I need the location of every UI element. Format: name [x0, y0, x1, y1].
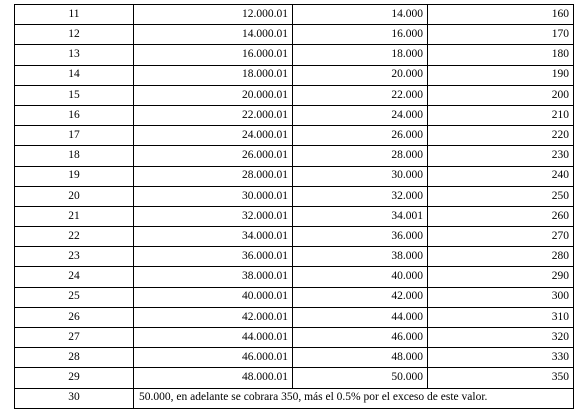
row-number: 29 [15, 368, 134, 388]
row-number: 22 [15, 227, 134, 247]
fee-value: 300 [428, 287, 574, 307]
range-to: 34.001 [293, 206, 428, 226]
range-from: 16.000.01 [134, 45, 293, 65]
range-from: 38.000.01 [134, 267, 293, 287]
range-from: 44.000.01 [134, 328, 293, 348]
range-from: 26.000.01 [134, 146, 293, 166]
range-to: 38.000 [293, 247, 428, 267]
fee-value: 180 [428, 45, 574, 65]
range-from: 46.000.01 [134, 348, 293, 368]
fee-value: 280 [428, 247, 574, 267]
table-row [15, 25, 574, 45]
range-from: 30.000.01 [134, 186, 293, 206]
row-number: 13 [15, 45, 134, 65]
row-number: 28 [15, 348, 134, 368]
range-from: 42.000.01 [134, 307, 293, 327]
row-number: 26 [15, 307, 134, 327]
row-number: 30 [15, 388, 134, 408]
row-number: 16 [15, 105, 134, 125]
range-from: 20.000.01 [134, 85, 293, 105]
table-row [15, 287, 574, 307]
fee-value: 270 [428, 227, 574, 247]
table-row [15, 166, 574, 186]
range-to: 46.000 [293, 328, 428, 348]
table-row [15, 206, 574, 226]
fee-value: 240 [428, 166, 574, 186]
range-to: 18.000 [293, 45, 428, 65]
fee-value: 160 [428, 5, 574, 25]
table-row [15, 5, 574, 25]
table-row [15, 368, 574, 388]
fee-value: 320 [428, 328, 574, 348]
table-row [15, 348, 574, 368]
row-number: 15 [15, 85, 134, 105]
range-from: 22.000.01 [134, 105, 293, 125]
range-to: 22.000 [293, 85, 428, 105]
range-to: 24.000 [293, 105, 428, 125]
range-from: 18.000.01 [134, 65, 293, 85]
table-row [15, 267, 574, 287]
table-row [15, 328, 574, 348]
excess-rule-note: 50.000, en adelante se cobrara 350, más el 0.5% por el exceso de este valor. [134, 388, 574, 408]
table-row [15, 65, 574, 85]
table-row [15, 126, 574, 146]
row-number: 24 [15, 267, 134, 287]
range-from: 14.000.01 [134, 25, 293, 45]
range-to: 40.000 [293, 267, 428, 287]
fee-value: 330 [428, 348, 574, 368]
range-to: 50.000 [293, 368, 428, 388]
row-number: 21 [15, 206, 134, 226]
table-row [15, 85, 574, 105]
row-number: 11 [15, 5, 134, 25]
row-number: 27 [15, 328, 134, 348]
fee-value: 170 [428, 25, 574, 45]
range-from: 24.000.01 [134, 126, 293, 146]
range-to: 44.000 [293, 307, 428, 327]
fee-value: 250 [428, 186, 574, 206]
range-from: 40.000.01 [134, 287, 293, 307]
range-to: 42.000 [293, 287, 428, 307]
table-row [15, 247, 574, 267]
fee-value: 190 [428, 65, 574, 85]
table-row-last [15, 388, 574, 408]
range-from: 12.000.01 [134, 5, 293, 25]
range-to: 28.000 [293, 146, 428, 166]
range-from: 28.000.01 [134, 166, 293, 186]
row-number: 20 [15, 186, 134, 206]
fee-table [14, 4, 574, 409]
range-to: 16.000 [293, 25, 428, 45]
range-to: 26.000 [293, 126, 428, 146]
range-to: 32.000 [293, 186, 428, 206]
table-row [15, 146, 574, 166]
range-from: 34.000.01 [134, 227, 293, 247]
fee-value: 230 [428, 146, 574, 166]
fee-value: 260 [428, 206, 574, 226]
fee-value: 220 [428, 126, 574, 146]
fee-value: 200 [428, 85, 574, 105]
fee-value: 350 [428, 368, 574, 388]
table-row [15, 105, 574, 125]
row-number: 19 [15, 166, 134, 186]
range-from: 32.000.01 [134, 206, 293, 226]
fee-value: 290 [428, 267, 574, 287]
row-number: 17 [15, 126, 134, 146]
row-number: 23 [15, 247, 134, 267]
range-to: 48.000 [293, 348, 428, 368]
range-to: 20.000 [293, 65, 428, 85]
row-number: 14 [15, 65, 134, 85]
range-to: 14.000 [293, 5, 428, 25]
range-to: 36.000 [293, 227, 428, 247]
fee-value: 310 [428, 307, 574, 327]
fee-table-body [15, 5, 574, 409]
row-number: 18 [15, 146, 134, 166]
fee-value: 210 [428, 105, 574, 125]
range-from: 48.000.01 [134, 368, 293, 388]
range-to: 30.000 [293, 166, 428, 186]
table-row [15, 45, 574, 65]
table-row [15, 227, 574, 247]
row-number: 25 [15, 287, 134, 307]
range-from: 36.000.01 [134, 247, 293, 267]
table-row [15, 307, 574, 327]
table-row [15, 186, 574, 206]
row-number: 12 [15, 25, 134, 45]
